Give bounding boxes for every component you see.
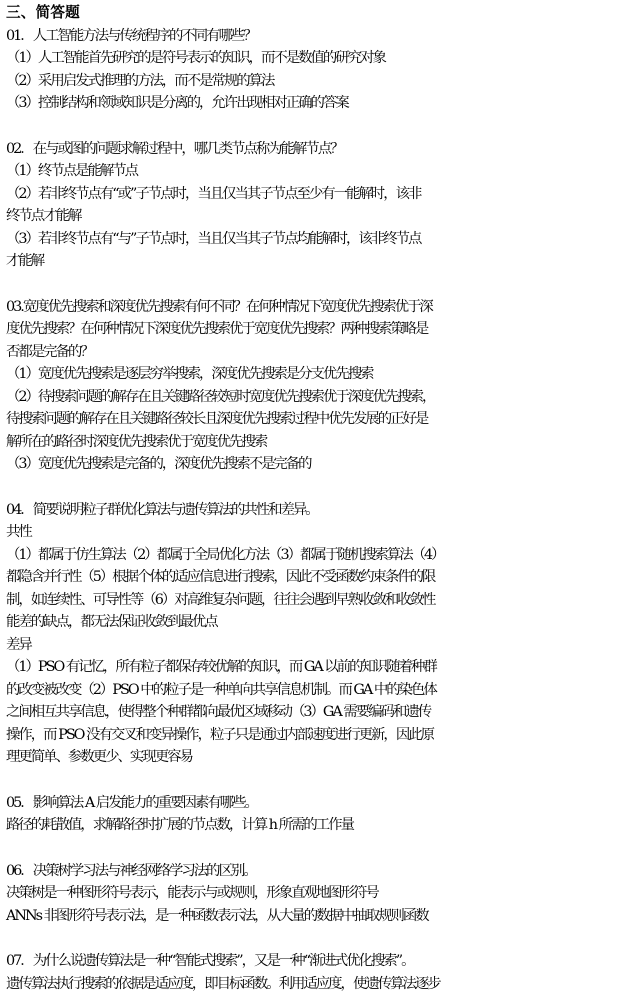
answer-line: 待搜索问题的解存在且关键路径较长且深度优先搜索过程中优先发展的正好是: [6, 408, 630, 431]
answer-line: 路径的耗散值，求解路径时扩展的节点数，计算 h 所需的工作量: [6, 814, 630, 837]
question-block-5: [6, 792, 630, 837]
answer-line: 之间相互共享信息，使得整个种群都向最优区域移动（3）GA 需要编码和遗传: [6, 701, 630, 724]
answer-line: 制，如连续性、可导性等（6）对高维复杂问题，往往会遇到早熟收敛和收敛性: [6, 589, 630, 612]
question-heading: 05．影响算法 A 启发能力的重要因素有哪些。: [6, 792, 630, 815]
question-gap: [6, 837, 630, 860]
question-block-1: [6, 25, 630, 115]
answer-line: 才能解: [6, 250, 630, 273]
question-heading: 06．决策树学习法与神经网络学习法的区别。: [6, 860, 630, 883]
answer-line: 操作，而 PSO 没有交叉和变异操作，粒子只是通过内部速度进行更新，因此原: [6, 724, 630, 747]
answer-line: （1）人工智能首先研究的是符号表示的知识，而不是数值的研究对象: [6, 47, 630, 70]
question-heading: 04．简要说明粒子群优化算法与遗传算法的共性和差异。: [6, 499, 630, 522]
question-block-2: [6, 138, 630, 273]
question-heading: 01．人工智能方法与传统程序的不同有哪些？: [6, 25, 630, 48]
question-list: [6, 25, 630, 995]
question-heading: 07．为什么说遗传算法是一种“智能式搜索”，又是一种“渐进式优化搜索”。: [6, 950, 630, 973]
question-block-3: [6, 296, 630, 476]
answer-line: ANNs 非图形符号表示法，是一种函数表示法，从大量的数据中抽取规则函数: [6, 905, 630, 928]
answer-line: 解所在的路径时深度优先搜索优于宽度优先搜索: [6, 431, 630, 454]
question-block-4: [6, 499, 630, 769]
question-gap: [6, 769, 630, 792]
document-page: [6, 2, 630, 995]
answer-line: （1）终节点是能解节点: [6, 160, 630, 183]
answer-line: 终节点才能解: [6, 205, 630, 228]
question-gap: [6, 115, 630, 138]
answer-line: 理更简单、参数更少、实现更容易: [6, 746, 630, 769]
answer-line: 共性: [6, 521, 630, 544]
question-heading: 02．在与或图的问题求解过程中，哪几类节点称为能解节点？: [6, 138, 630, 161]
question-block-7: [6, 950, 630, 995]
answer-line: 度优先搜索？在何种情况下深度优先搜索优于宽度优先搜索？两种搜索策略是: [6, 318, 630, 341]
answer-line: 遗传算法执行搜索的依据是适应度，即目标函数。利用适应度，使遗传算法逐步: [6, 973, 630, 995]
question-gap: [6, 273, 630, 296]
answer-line: 的改变被改变（2）PSO 中的粒子是一种单向共享信息机制。而 GA 中的染色体: [6, 679, 630, 702]
question-block-6: [6, 860, 630, 928]
answer-line: 否都是完备的？: [6, 341, 630, 364]
answer-line: 能差的缺点，都无法保证收敛到最优点: [6, 611, 630, 634]
answer-line: 差异: [6, 634, 630, 657]
answer-line: （1）宽度优先搜索是逐层穷举搜索，深度优先搜索是分支优先搜索: [6, 363, 630, 386]
answer-line: （3）若非终节点有“与”子节点时，当且仅当其子节点均能解时，该非终节点: [6, 228, 630, 251]
question-gap: [6, 927, 630, 950]
answer-line: （2）采用启发式推理的方法，而不是常规的算法: [6, 70, 630, 93]
answer-line: （3）控制结构和领域知识是分离的，允许出现相对正确的答案: [6, 92, 630, 115]
answer-line: （1）PSO 有记忆，所有粒子都保存较优解的知识，而 GA 以前的知识随着种群: [6, 656, 630, 679]
answer-line: （2）待搜索问题的解存在且关键路径较短时宽度优先搜索优于深度优先搜索，: [6, 386, 630, 409]
answer-line: （3）宽度优先搜索是完备的，深度优先搜索不是完备的: [6, 453, 630, 476]
section-title: 三、简答题: [6, 2, 630, 25]
question-heading: 03.宽度优先搜索和深度优先搜索有何不同？在何种情况下宽度优先搜索优于深: [6, 296, 630, 319]
answer-line: 决策树是一种图形符号表示，能表示与或规则，形象直观地图形符号: [6, 882, 630, 905]
answer-line: （2）若非终节点有“或”子节点时，当且仅当其子节点至少有一能解时，该非: [6, 183, 630, 206]
answer-line: （1）都属于仿生算法（2）都属于全局优化方法（3）都属于随机搜索算法（4）: [6, 544, 630, 567]
question-gap: [6, 476, 630, 499]
answer-line: 都隐含并行性（5）根据个体的适应信息进行搜索，因此不受函数约束条件的限: [6, 566, 630, 589]
